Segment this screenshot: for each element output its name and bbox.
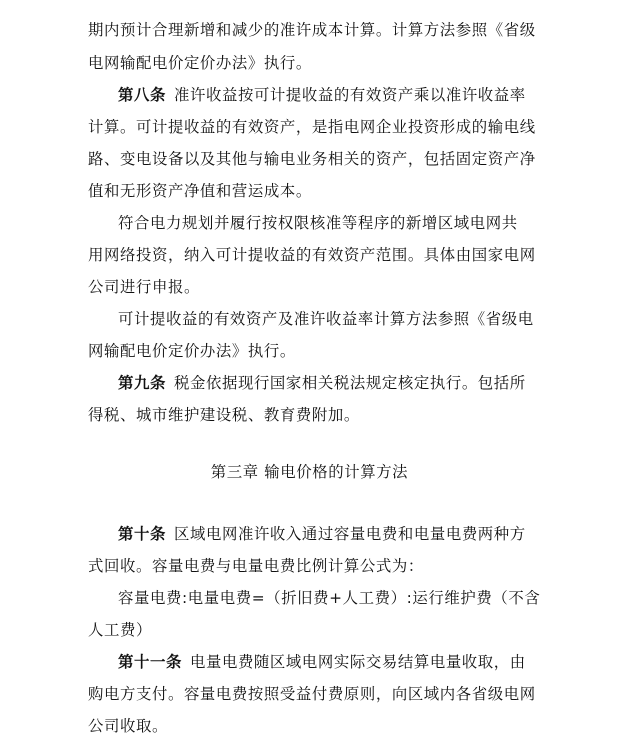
article-number: 第八条 — [118, 86, 166, 104]
paragraph-line: 购电方支付。容量电费按照受益付费原则，向区域内各省级电网 — [88, 685, 536, 703]
paragraph-line: 网输配电价定价办法》执行。 — [88, 342, 296, 360]
paragraph-line: 式回收。容量电费与电量电费比例计算公式为： — [88, 557, 424, 575]
paragraph-line: 符合电力规划并履行按权限核准等程序的新增区域电网共 — [118, 214, 518, 232]
paragraph-line: 用网络投资，纳入可计提收益的有效资产范围。具体由国家电网 — [88, 246, 536, 264]
paragraph-line: 路、变电设备以及其他与输电业务相关的资产，包括固定资产净 — [88, 150, 536, 168]
paragraph-line: 人工费） — [88, 621, 152, 639]
paragraph-line: 公司收取。 — [88, 717, 168, 735]
article-11-line: 第十一条 电量电费随区域电网实际交易结算电量收取，由 — [118, 653, 526, 671]
article-number: 第十条 — [118, 525, 166, 543]
formula-line: 容量电费:电量电费=（折旧费+人工费）:运行维护费（不含 — [118, 589, 541, 607]
article-9-line: 第九条 税金依据现行国家相关税法规定核定执行。包括所 — [118, 374, 526, 392]
paragraph-line: 公司进行申报。 — [88, 278, 200, 296]
paragraph-line: 期内预计合理新增和减少的准许成本计算。计算方法参照《省级 — [88, 21, 536, 39]
paragraph-line: 电网输配电价定价办法》执行。 — [88, 54, 312, 72]
article-10-line: 第十条 区域电网准许收入通过容量电费和电量电费两种方 — [118, 525, 526, 543]
paragraph-line: 值和无形资产净值和营运成本。 — [88, 182, 312, 200]
article-number: 第十一条 — [118, 653, 182, 671]
paragraph-line: 可计提收益的有效资产及准许收益率计算方法参照《省级电 — [118, 310, 534, 328]
chapter-heading: 第三章 输电价格的计算方法 — [210, 463, 409, 481]
paragraph-line: 得税、城市维护建设税、教育费附加。 — [88, 406, 360, 424]
article-8-line: 第八条 准许收益按可计提收益的有效资产乘以准许收益率 — [118, 86, 526, 104]
paragraph-line: 计算。可计提收益的有效资产，是指电网企业投资形成的输电线 — [88, 118, 536, 136]
article-number: 第九条 — [118, 374, 166, 392]
